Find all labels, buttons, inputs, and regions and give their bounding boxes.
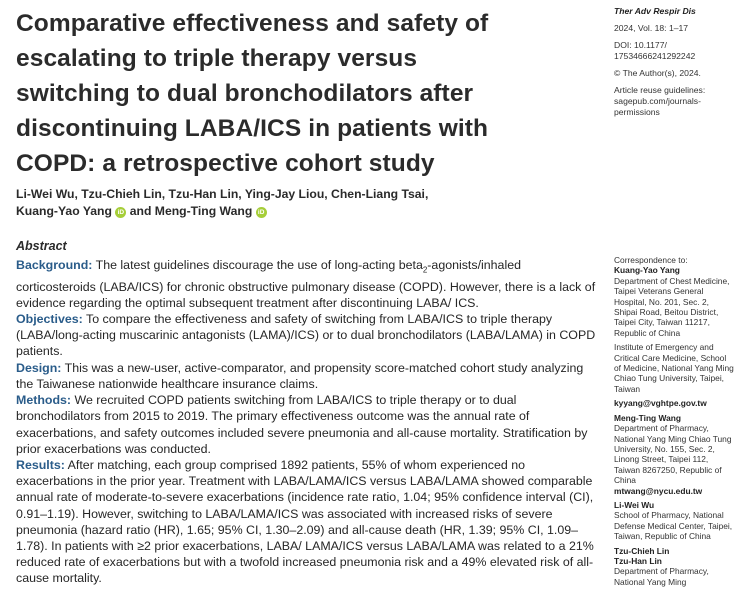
corr-lwu-address: School of Pharmacy, National Defense Medical Center, Taipei, Taiwan, Republic of China [614,510,733,542]
background-label: Background: [16,258,93,272]
background-subscript: 2 [422,265,428,275]
copyright: © The Author(s), 2024. [614,68,701,78]
abstract-methods [16,392,602,457]
author-kuang-yao-yang: Kuang-Yao Yang [16,204,112,218]
reuse-line-1: Article reuse guidelines: [614,85,706,95]
methods-label: Methods: [16,393,72,408]
background-text-a: The latest guidelines discourage the use of long-acting beta [92,258,423,272]
results-label: Results: [16,457,65,472]
background-text-b: -agonists/inhaled corticosteroids (LABA/ICS) for chronic obstructive pulmonary disease (COPD). However, there is a lack of evidence regarding the optimal subsequent treatment after discontinuing LABA/ ICS. [16,258,596,310]
orcid-icon[interactable]: iD [115,207,126,218]
corr-li-wei-wu: Li-Wei Wu [614,499,655,510]
corr-meng-ting-wang: Meng-Ting Wang [614,412,681,423]
corr-kyang-address-1: Department of Chest Medicine, Taipei Veterans General Hospital, No. 201, Sec. 2, Shipai Road, Beitou District, Taipei City, Taiwan 11217, Republic of China [614,275,730,338]
corr-kyang-email[interactable]: kyyang@vghtpe.gov.tw [614,398,707,409]
author-meng-ting-wang: Meng-Ting Wang [154,204,253,218]
doi-line-2: 17534666241292242 [614,51,696,61]
design-text: This was a new-user, active-comparator, and propensity score-matched cohort study analyzing the Taiwanese nationwide healthcare insurance claims. [16,360,584,391]
abstract-design [16,360,602,392]
correspondence-to: Correspondence to: [614,255,688,265]
corr-mwang-address: Department of Pharmacy, National Yang Ming Chiao Tung University, No. 155, Sec. 2, Linong Street, Taipei 112, Taiwan 8267250, Republic of China [614,423,732,486]
design-label: Design: [16,360,62,375]
article-title: Comparative effectiveness and safety of escalating to triple therapy versus switching to dual bronchodilators after discontinuing LABA/ICS in patients with COPD: a retrospective cohort study [16,10,489,177]
reuse-line-2: sagepub.com/journals- [614,96,701,106]
corr-thlin-address: Department of Pharmacy, National Yang Ming [614,566,709,587]
reuse-line-3: permissions [614,107,660,117]
abstract-objectives [16,311,602,360]
journal-meta [614,6,732,118]
authors-line-1: Li-Wei Wu, Tzu-Chieh Lin, Tzu-Han Lin, Ying-Jay Liou, Chen-Liang Tsai, [16,187,429,201]
doi-line-1: DOI: 10.1177/ [614,40,667,50]
abstract-background [16,257,602,311]
orcid-icon[interactable]: iD [256,207,267,218]
corr-tzu-han-lin: Tzu-Han Lin [614,555,662,566]
abstract-results [16,457,602,587]
objectives-label: Objectives: [16,312,83,327]
authors-and: and [129,204,152,218]
results-text: After matching, each group comprised 1892 patients, 55% of whom experienced no exacerbations in the prior year. Treatment with LABA/LAMA/ICS versus LABA/LAMA showed comparable annual rate of moderate-to-severe exacerbations (incidence rate ratio, 1.04; 95% confidence interval (CI), 0.91–1.19). However, switching to LABA/LAMA/ICS was associated with increased risks of severe pneumonia (hazard ratio (HR), 1.65; 95% CI, 1.30–2.09) and all-cause death (HR, 1.39; 95% CI, 1.09–1.78). In patients with ≥2 prior exacerbations, LABA/ LAMA/ICS versus LABA/LAMA was related to a 21% reduced rate of exacerbations but with a twofold increased pneumonia risk and a 49% elevated risk of all-cause mortality. [16,457,594,586]
corr-kuang-yao-yang: Kuang-Yao Yang [614,265,680,276]
abstract-body [16,257,602,587]
corr-kyang-address-2: Institute of Emergency and Critical Care Medicine, School of Medicine, National Yang Ming Chiao Tung University, Taipei, Taiwan [614,342,734,394]
abstract-heading: Abstract [16,239,67,253]
volume-info: 2024, Vol. 18: 1–17 [614,23,689,33]
journal-name: Ther Adv Respir Dis [614,6,696,16]
corr-tzu-chieh-lin: Tzu-Chieh Lin [614,545,670,556]
objectives-text: To compare the effectiveness and safety of switching from LABA/ICS to triple therapy (LABA/long-acting muscarinic antagonists (LAMA)/ICS) or to dual bronchodilators (LABA/LAMA) in COPD patients. [16,312,596,359]
author-list [16,186,576,220]
correspondence-panel [614,255,734,587]
methods-text: We recruited COPD patients switching from LABA/ICS to triple therapy or to dual bronchodilators from 2015 to 2019. The primary effectiveness outcome was the annual rate of exacerbations, and safety outcomes included severe pneumonia and all-cause mortality. Stratification by prior exacerbations was conducted. [16,393,588,456]
corr-mwang-email[interactable]: mtwang@nycu.edu.tw [614,485,703,496]
